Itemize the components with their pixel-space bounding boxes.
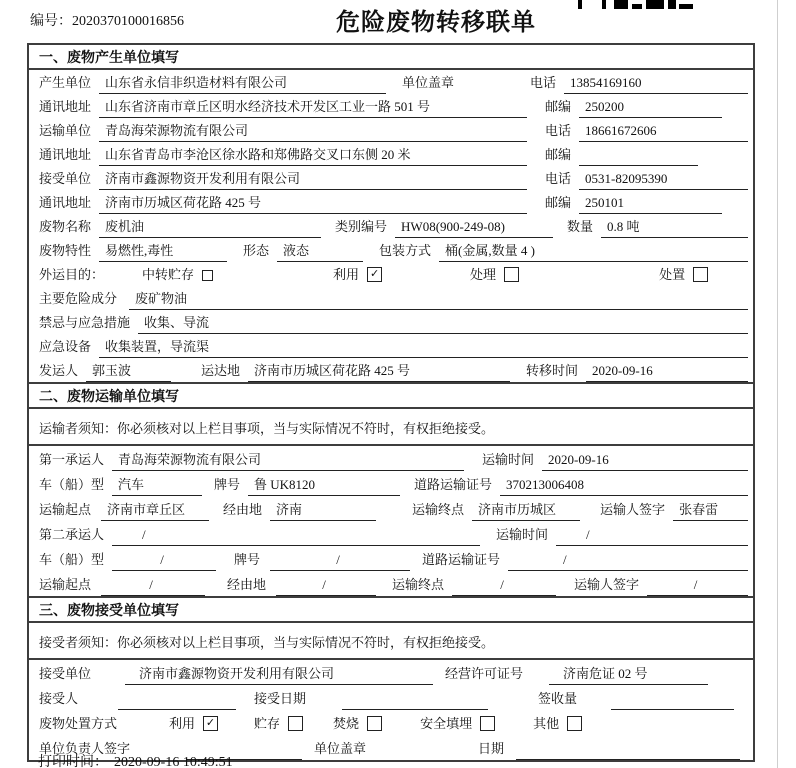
- purpose-option-transfer-storage: 中转贮存: [142, 267, 195, 282]
- shipper-value: 郭玉波: [86, 360, 171, 382]
- checkbox-disposal: [693, 267, 708, 282]
- producer-zip-label: 邮编: [545, 99, 572, 114]
- disposal-option-storage: 贮存: [254, 716, 281, 731]
- unit-seal-label: 单位盖章: [402, 75, 455, 90]
- serial-value: 2020370100016856: [72, 14, 184, 29]
- receiver-zip-value: 250101: [579, 195, 722, 214]
- disposal-option-use: 利用: [169, 716, 196, 731]
- receiver-notice: 接受者须知：你必须核对以上栏目事项，当与实际情况不符时，有权拒绝接受。: [29, 623, 753, 660]
- print-time-label: 打印时间：: [38, 755, 108, 768]
- quantity-value: 0.8 吨: [601, 216, 748, 238]
- first-carrier-label: 第一承运人: [39, 452, 105, 467]
- form-row-transport-unit: [29, 118, 753, 142]
- carrier-signature-2-value: /: [647, 577, 748, 596]
- form-row-disposal-method: [29, 710, 753, 735]
- receiver-phone-label: 电话: [545, 171, 572, 186]
- checkbox-disposal-incineration: [367, 716, 382, 731]
- checkbox-use: ✓: [367, 267, 382, 282]
- transport-phone-label: 电话: [545, 123, 572, 138]
- received-amount-label: 签收量: [538, 691, 578, 706]
- carrier-signature-value: 张春雷: [673, 499, 748, 521]
- producer-phone-label: 电话: [530, 75, 557, 90]
- form-row-recipient: [29, 685, 753, 710]
- serial-number: [30, 10, 184, 30]
- form-row-producer-unit: [29, 70, 753, 94]
- receiving-unit-value: 济南市鑫源物资开发利用有限公司: [125, 663, 433, 685]
- road-permit-2-label: 道路运输证号: [422, 552, 501, 567]
- vehicle-type-2-value: /: [112, 552, 216, 571]
- purpose-option-treatment: 处理: [470, 267, 497, 282]
- receive-date-label: 接受日期: [254, 691, 307, 706]
- form-state-label: 形态: [243, 243, 270, 258]
- plate-number-value: 鲁 UK8120: [248, 474, 400, 496]
- transport-time-value: 2020-09-16: [542, 452, 748, 471]
- second-carrier-value: /: [112, 527, 480, 546]
- road-permit-label: 道路运输证号: [414, 477, 493, 492]
- license-number-label: 经营许可证号: [445, 666, 524, 681]
- disposal-method-label: 废物处置方式: [39, 716, 118, 731]
- disposal-option-landfill: 安全填埋: [420, 716, 473, 731]
- serial-label: 编号：: [30, 14, 72, 29]
- road-permit-2-value: /: [508, 552, 748, 571]
- second-carrier-label: 第二承运人: [39, 527, 105, 542]
- form-row-route-2: [29, 571, 753, 596]
- packing-label: 包装方式: [379, 243, 432, 258]
- form-row-first-carrier: [29, 446, 753, 471]
- print-time-value: 2020-09-16 10:49:51: [114, 755, 233, 768]
- form-row-receiving-unit: [29, 660, 753, 685]
- transport-address-value: 山东省青岛市李沧区徐水路和郑佛路交叉口东侧 20 米: [99, 144, 527, 166]
- via-2-label: 经由地: [227, 577, 267, 592]
- transport-address-label: 通讯地址: [39, 147, 92, 162]
- emergency-measures-value: 收集、导流: [138, 312, 748, 334]
- transport-phone-value: 18661672606: [579, 123, 748, 142]
- disposal-option-other: 其他: [533, 716, 560, 731]
- destination-label: 运达地: [201, 363, 241, 378]
- purpose-option-use: 利用: [333, 267, 360, 282]
- producer-phone-value: 13854169160: [564, 75, 748, 94]
- transport-unit-value: 青岛海荣源物流有限公司: [99, 120, 527, 142]
- producer-address-value: 山东省济南市章丘区明水经济技术开发区工业一路 501 号: [99, 96, 527, 118]
- origin-label: 运输起点: [39, 502, 92, 517]
- date-value: [516, 745, 740, 760]
- section-producer: [29, 45, 753, 382]
- transport-zip-label: 邮编: [545, 147, 572, 162]
- producer-unit-label: 产生单位: [39, 75, 92, 90]
- origin-value: 济南市章丘区: [101, 499, 209, 521]
- waste-name-value: 废机油: [99, 216, 321, 238]
- unit-seal-2-label: 单位盖章: [314, 741, 367, 756]
- road-permit-value: 370213006408: [500, 477, 748, 496]
- form-row-receiver-address: [29, 190, 753, 214]
- checkbox-disposal-storage: [288, 716, 303, 731]
- checkbox-disposal-landfill: [480, 716, 495, 731]
- checkbox-treatment: [504, 267, 519, 282]
- transfer-date-label: 转移时间: [526, 363, 579, 378]
- section-receiver: [29, 596, 753, 760]
- recipient-value: [118, 695, 236, 710]
- purpose-option-disposal: 处置: [659, 267, 686, 282]
- producer-unit-value: 山东省永信非织造材料有限公司: [99, 72, 386, 94]
- hazard-components-label: 主要危险成分: [39, 291, 118, 306]
- shipper-label: 发运人: [39, 363, 79, 378]
- receiver-phone-value: 0531-82095390: [579, 171, 748, 190]
- page-title: 危险废物转移联单: [336, 10, 536, 36]
- quantity-label: 数量: [567, 219, 594, 234]
- print-time: [38, 751, 239, 768]
- receiving-unit-label: 接受单位: [39, 666, 92, 681]
- form-row-transport-address: [29, 142, 753, 166]
- origin-2-value: /: [101, 577, 205, 596]
- receive-date-value: [342, 695, 488, 710]
- emergency-measures-label: 禁忌与应急措施: [39, 315, 131, 330]
- waste-character-value: 易燃性,毒性: [99, 240, 227, 262]
- transport-zip-value: [579, 151, 698, 166]
- checkbox-disposal-use: ✓: [203, 716, 218, 731]
- transport-time-2-label: 运输时间: [496, 527, 549, 542]
- disposal-option-incineration: 焚烧: [333, 716, 360, 731]
- form-row-receiver-unit: [29, 166, 753, 190]
- terminus-value: 济南市历城区: [472, 499, 580, 521]
- emergency-equipment-label: 应急设备: [39, 339, 92, 354]
- terminus-2-value: /: [452, 577, 556, 596]
- recipient-label: 接受人: [39, 691, 79, 706]
- via-2-value: /: [276, 577, 376, 596]
- hazard-components-value: 废矿物油: [129, 288, 748, 310]
- transporter-notice: 运输者须知：你必须核对以上栏目事项，当与实际情况不符时，有权拒绝接受。: [29, 409, 753, 446]
- purpose-label: 外运目的：: [39, 267, 105, 282]
- transport-unit-label: 运输单位: [39, 123, 92, 138]
- license-number-value: 济南危证 02 号: [549, 663, 708, 685]
- plate-number-2-label: 牌号: [234, 552, 261, 567]
- section1-title: 一、废物产生单位填写: [29, 45, 753, 70]
- form-state-value: 液态: [277, 240, 363, 262]
- responsible-signature-label: 单位负责人签字: [39, 741, 131, 756]
- receiver-address-value: 济南市历城区荷花路 425 号: [99, 192, 527, 214]
- form-row-route-1: [29, 496, 753, 521]
- emergency-equipment-value: 收集装置，导流渠: [99, 336, 748, 358]
- producer-address-label: 通讯地址: [39, 99, 92, 114]
- producer-zip-value: 250200: [579, 99, 722, 118]
- date-label: 日期: [478, 741, 505, 756]
- form-row-producer-address: [29, 94, 753, 118]
- form-row-emergency-equipment: [29, 334, 753, 358]
- terminus-label: 运输终点: [412, 502, 465, 517]
- qr-code-partial-icon: [578, 0, 696, 9]
- page-edge-divider: [777, 0, 778, 768]
- checkbox-disposal-other: [567, 716, 582, 731]
- form-row-outbound-purpose: [29, 262, 753, 286]
- plate-number-2-value: /: [270, 552, 410, 571]
- transport-time-label: 运输时间: [482, 452, 535, 467]
- waste-character-label: 废物特性: [39, 243, 92, 258]
- receiver-zip-label: 邮编: [545, 195, 572, 210]
- section2-title: 二、废物运输单位填写: [29, 384, 753, 409]
- first-carrier-value: 青岛海荣源物流有限公司: [112, 449, 464, 471]
- form-row-shipper: [29, 358, 753, 382]
- terminus-2-label: 运输终点: [392, 577, 445, 592]
- vehicle-type-2-label: 车（船）型: [39, 552, 105, 567]
- form-row-vehicle-type-1: [29, 471, 753, 496]
- transport-time-2-value: /: [556, 527, 748, 546]
- form-row-vehicle-type-2: [29, 546, 753, 571]
- form-row-hazard-components: [29, 286, 753, 310]
- vehicle-type-value: 汽车: [112, 474, 202, 496]
- checkbox-transfer-storage: [202, 270, 213, 281]
- waste-name-label: 废物名称: [39, 219, 92, 234]
- carrier-signature-label: 运输人签字: [600, 502, 666, 517]
- transfer-date-value: 2020-09-16: [586, 363, 748, 382]
- form-row-waste-name: [29, 214, 753, 238]
- receiver-unit-value: 济南市鑫源物资开发利用有限公司: [99, 168, 527, 190]
- category-code-value: HW08(900-249-08): [395, 219, 553, 238]
- section-transporter: [29, 382, 753, 596]
- carrier-signature-2-label: 运输人签字: [574, 577, 640, 592]
- receiver-address-label: 通讯地址: [39, 195, 92, 210]
- section3-title: 三、废物接受单位填写: [29, 598, 753, 623]
- vehicle-type-label: 车（船）型: [39, 477, 105, 492]
- plate-number-label: 牌号: [214, 477, 241, 492]
- manifest-form-table: [27, 43, 755, 762]
- origin-2-label: 运输起点: [39, 577, 92, 592]
- form-row-waste-character: [29, 238, 753, 262]
- destination-value: 济南市历城区荷花路 425 号: [248, 360, 510, 382]
- received-amount-value: [611, 695, 734, 710]
- form-row-emergency-measures: [29, 310, 753, 334]
- packing-value: 桶(金属,数量 4 ): [439, 240, 748, 262]
- category-code-label: 类别编号: [335, 219, 388, 234]
- form-row-second-carrier: [29, 521, 753, 546]
- receiver-unit-label: 接受单位: [39, 171, 92, 186]
- via-value: 济南: [270, 499, 376, 521]
- via-label: 经由地: [223, 502, 263, 517]
